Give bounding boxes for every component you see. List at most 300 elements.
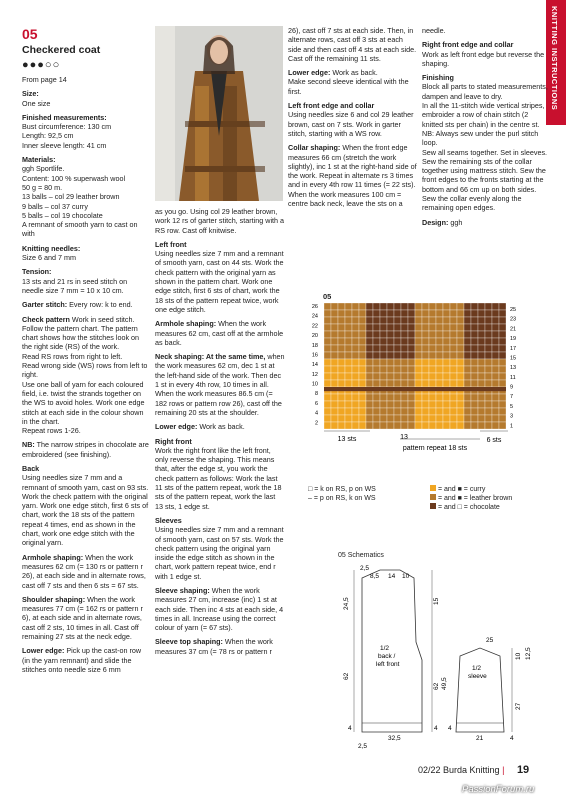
- chart-cell: [408, 331, 415, 338]
- chart-cell: [345, 317, 352, 324]
- chart-cell: [331, 338, 338, 345]
- chart-cell: [387, 310, 394, 317]
- chart-cell: [345, 373, 352, 380]
- chart-cell: [436, 394, 443, 401]
- chart-row-label-right: 23: [510, 316, 517, 323]
- chart-cell: [373, 422, 380, 429]
- chart-cell: [324, 331, 331, 338]
- chart-cell: [345, 338, 352, 345]
- chart-cell: [401, 422, 408, 429]
- chart-cell: [478, 408, 485, 415]
- chart-cell: [471, 408, 478, 415]
- chart-cell: [331, 380, 338, 387]
- chart-cell: [422, 359, 429, 366]
- label-13sts: 13 sts: [337, 436, 357, 443]
- chart-cell: [464, 317, 471, 324]
- chart-cell: [422, 310, 429, 317]
- chart-cell: [457, 338, 464, 345]
- chart-cell: [464, 401, 471, 408]
- chart-cell: [359, 345, 366, 352]
- col1-heading: Back: [22, 463, 40, 473]
- chart-cell: [492, 352, 499, 359]
- chart-cell: [380, 422, 387, 429]
- chart-cell: [499, 317, 506, 324]
- chart-cell: [352, 373, 359, 380]
- chart-cell: [422, 408, 429, 415]
- chart-cell: [394, 352, 401, 359]
- col1-body: [22, 89, 150, 674]
- chart-cell: [359, 401, 366, 408]
- chart-cell: [464, 345, 471, 352]
- legend-leather: = and ■ = leather brown: [437, 495, 513, 502]
- chart-cell: [408, 366, 415, 373]
- chart-cell: [338, 401, 345, 408]
- dim-32-5: 32,5: [388, 735, 401, 742]
- chart-cell: [401, 380, 408, 387]
- chart-cell: [485, 317, 492, 324]
- chart-cell: [492, 338, 499, 345]
- chart-cell: [478, 359, 485, 366]
- dim-4-c: 4: [448, 725, 452, 732]
- chart-cell: [408, 352, 415, 359]
- chart-cell: [478, 380, 485, 387]
- chart-cell: [478, 415, 485, 422]
- chart-cell: [387, 359, 394, 366]
- chart-cell: [429, 415, 436, 422]
- legend-sym-p: –: [308, 495, 312, 502]
- chart-cell: [471, 394, 478, 401]
- chart-cell: [408, 338, 415, 345]
- chart-cell: [429, 317, 436, 324]
- col2-heading: Sleeve shaping:: [155, 585, 210, 595]
- chart-cell: [324, 352, 331, 359]
- chart-row-label-left: 8: [314, 391, 318, 398]
- chart-cell: [450, 345, 457, 352]
- chart-cell: [464, 331, 471, 338]
- chart-cell: [366, 303, 373, 310]
- chart-cell: [387, 338, 394, 345]
- chart-cell: [373, 317, 380, 324]
- chart-cell: [429, 373, 436, 380]
- chart-row-label-right: 13: [510, 365, 517, 372]
- chart-cell: [394, 380, 401, 387]
- footer-issue: 02/22 Burda Knitting: [418, 765, 500, 775]
- chart-cell: [429, 394, 436, 401]
- col3-paragraph: Left front edge and collar Using needles size 6 and col 29 leather brown, cast on 7 sts. Work in garter stitch, starting with a WS row.: [288, 101, 414, 138]
- chart-cell: [443, 352, 450, 359]
- chart-cell: [436, 380, 443, 387]
- chart-cell: [373, 338, 380, 345]
- col1-heading: Tension:: [22, 267, 52, 277]
- chart-cell: [380, 345, 387, 352]
- chart-cell: [401, 366, 408, 373]
- col1-heading: Materials:: [22, 155, 56, 165]
- chart-cell: [450, 317, 457, 324]
- chart-row-label-left: 26: [311, 304, 318, 310]
- chart-cell: [359, 422, 366, 429]
- difficulty-rating: ●●●○○: [22, 59, 61, 71]
- chart-cell: [366, 324, 373, 331]
- col4-paragraph: needle.: [422, 26, 446, 35]
- col1-paragraph: Shoulder shaping: When the work measures 77 cm (= 162 rs or pattern r 6), at each side and in alternate rows, cast off 2 sts, 10 times in all. Cast off remaining 27 sts at the neck edge.: [22, 594, 143, 642]
- col4-body: [422, 26, 550, 227]
- chart-cell: [471, 303, 478, 310]
- chart-cell: [394, 345, 401, 352]
- footer-separator: |: [502, 765, 505, 775]
- chart-cell: [345, 422, 352, 429]
- from-page: From page 14: [22, 75, 67, 84]
- chart-row-label-right: 5: [510, 403, 514, 410]
- chart-cell: [331, 415, 338, 422]
- chart-cell: [408, 394, 415, 401]
- chart-cell: [401, 310, 408, 317]
- col1-paragraph: Finished measurements: Bust circumference: 130 cm Length: 92,5 cm Inner sleeve length: 41 cm: [22, 112, 112, 150]
- chart-cell: [331, 310, 338, 317]
- chart-cell: [443, 345, 450, 352]
- col3-paragraph: 26), cast off 7 sts at each side. Then, in alternate rows, cast off 3 sts at each side and then cast off 4 sts at each side. Cast off the remaining 11 sts.: [288, 26, 417, 63]
- chart-cell: [380, 380, 387, 387]
- chart-cell: [359, 331, 366, 338]
- chart-cell: [443, 338, 450, 345]
- col3-heading: Left front edge and collar: [288, 101, 375, 111]
- chart-cell: [415, 303, 422, 310]
- col3-paragraph: Lower edge: Work as back. Make second sleeve identical with the first.: [288, 68, 409, 96]
- chart-row-label-left: 22: [311, 323, 318, 330]
- chart-cell: [415, 415, 422, 422]
- chart-cell: [457, 408, 464, 415]
- chart-cell: [373, 394, 380, 401]
- chart-cell: [443, 408, 450, 415]
- chart-cell: [485, 401, 492, 408]
- chart-cell: [422, 303, 429, 310]
- chart-cell: [331, 303, 338, 310]
- chart-cell: [331, 324, 338, 331]
- col1-paragraph: Garter stitch: Every row: k to end.: [22, 300, 133, 310]
- chart-cell: [324, 422, 331, 429]
- pattern-title: Checkered coat: [22, 44, 101, 56]
- chart-cell: [485, 310, 492, 317]
- chart-cell: [478, 401, 485, 408]
- chart-cell: [443, 394, 450, 401]
- chart-cell: [436, 303, 443, 310]
- chart-cell: [401, 324, 408, 331]
- chart-cell: [443, 401, 450, 408]
- chart-cell: [499, 401, 506, 408]
- chart-cell: [373, 310, 380, 317]
- chart-cell: [436, 324, 443, 331]
- chart-cell: [338, 345, 345, 352]
- chart-cell: [394, 331, 401, 338]
- chart-cell: [380, 310, 387, 317]
- chart-cell: [478, 373, 485, 380]
- chart-cell: [359, 394, 366, 401]
- chart-cell: [359, 352, 366, 359]
- chart-cell: [345, 394, 352, 401]
- col1-paragraph: Tension: 13 sts and 21 rs in seed stitch on needle size 7 mm = 10 x 10 cm.: [22, 267, 128, 295]
- chart-cell: [450, 366, 457, 373]
- chart-cell: [450, 373, 457, 380]
- chart-cell: [478, 366, 485, 373]
- chart-cell: [443, 366, 450, 373]
- chart-cell: [408, 317, 415, 324]
- chart-cell: [415, 359, 422, 366]
- chart-cell: [499, 380, 506, 387]
- chart-cell: [429, 408, 436, 415]
- chart-cell: [436, 366, 443, 373]
- col2-paragraph: Sleeves Using needles size 7 mm and a remnant of smooth yarn, cast on 57 sts. Work the check pattern using the original yarn inside the edge stitch as shown in the chart, work pattern repeat twice, end r with 1 edge st.: [155, 515, 284, 581]
- chart-cell: [464, 303, 471, 310]
- chart-cell: [464, 380, 471, 387]
- chart-cell: [478, 303, 485, 310]
- chart-row-label-right: 19: [510, 336, 517, 343]
- col2-paragraph: Sleeve top shaping: When the work measures 37 cm (= 78 rs or pattern r: [155, 637, 273, 656]
- col3-heading: Collar shaping:: [288, 143, 341, 153]
- chart-cell: [373, 303, 380, 310]
- chart-row-label-right: 11: [510, 374, 516, 381]
- chart-cell: [485, 380, 492, 387]
- chart-cell: [415, 317, 422, 324]
- chart-cell: [401, 352, 408, 359]
- chart-cell: [415, 422, 422, 429]
- chart-cell: [338, 380, 345, 387]
- chart-cell: [352, 359, 359, 366]
- chart-cell: [352, 401, 359, 408]
- chart-cell: [387, 331, 394, 338]
- chart-cell: [471, 422, 478, 429]
- chart-cell: [478, 324, 485, 331]
- chart-cell: [324, 408, 331, 415]
- chart-row-label-right: 9: [510, 384, 514, 391]
- chart-cell: [443, 422, 450, 429]
- chart-cell: [324, 345, 331, 352]
- chart-cell: [366, 408, 373, 415]
- chart-cell: [436, 345, 443, 352]
- col1-paragraph: Lower edge: Pick up the cast-on row (in the yarn remnant) and slide the stitches onto needle size 6 mm: [22, 646, 142, 674]
- chart-cell: [394, 303, 401, 310]
- chart-cell: [415, 352, 422, 359]
- chart-cell: [422, 422, 429, 429]
- chart-cell: [394, 338, 401, 345]
- chart-cell: [394, 324, 401, 331]
- chart-cell: [436, 338, 443, 345]
- chart-cell: [324, 324, 331, 331]
- chart-cell: [415, 380, 422, 387]
- chart-cell: [408, 310, 415, 317]
- col2-heading: Sleeve top shaping:: [155, 637, 223, 647]
- chart-cell: [471, 401, 478, 408]
- chart-cell: [436, 408, 443, 415]
- chart-cell: [499, 352, 506, 359]
- chart-cells: [324, 303, 506, 429]
- chart-cell: [394, 373, 401, 380]
- chart-cell: [471, 338, 478, 345]
- column-3: [288, 26, 418, 213]
- chart-cell: [380, 415, 387, 422]
- chart-cell: [443, 373, 450, 380]
- chart-row-label-left: 12: [311, 371, 318, 378]
- dim-21: 21: [476, 735, 484, 742]
- chart-cell: [499, 359, 506, 366]
- chart-cell: [352, 422, 359, 429]
- col2-heading: Armhole shaping:: [155, 319, 217, 329]
- schematics-title: 05 Schematics: [338, 552, 384, 559]
- legend-curry: = and ■ = curry: [437, 486, 486, 493]
- chart-cell: [401, 373, 408, 380]
- chart-cell: [443, 310, 450, 317]
- dim-24-5: 24,5: [343, 597, 350, 610]
- chart-cell: [338, 338, 345, 345]
- dim-10-b: 10: [515, 652, 522, 660]
- chart-cell: [464, 394, 471, 401]
- col2-paragraph: Neck shaping: At the same time, when the work measures 62 cm, dec 1 st at the left-hand side of the work. Then dec 1 st in every 4th row, 10 times in all. When the work measures 86.5 cm (= 182 rows or pattern row 26), cast off the remaining 20 sts at the shoulder.: [155, 352, 285, 417]
- chart-row-label-right: 17: [510, 345, 517, 352]
- chart-cell: [359, 303, 366, 310]
- chart-cell: [492, 380, 499, 387]
- chart-cell: [499, 415, 506, 422]
- chart-cell: [359, 338, 366, 345]
- chart-cell: [338, 324, 345, 331]
- chart-cell: [471, 380, 478, 387]
- chart-cell: [485, 415, 492, 422]
- chart-cell: [492, 359, 499, 366]
- chart-cell: [345, 352, 352, 359]
- col1-heading: Armhole shaping:: [22, 552, 84, 562]
- chart-cell: [478, 338, 485, 345]
- label-repeat: pattern repeat 18 sts: [402, 445, 468, 452]
- col1-paragraph: NB: The narrow stripes in chocolate are embroidered (see finishing).: [22, 440, 149, 459]
- chart-row-label-left: 24: [311, 313, 318, 320]
- chart-cell: [366, 352, 373, 359]
- chart-cell: [485, 422, 492, 429]
- chart-cell: [492, 303, 499, 310]
- chart-cell: [457, 352, 464, 359]
- chart-cell: [464, 352, 471, 359]
- chart-cell: [345, 303, 352, 310]
- chart-cell: [457, 415, 464, 422]
- chart-cell: [359, 317, 366, 324]
- chart-cell: [464, 408, 471, 415]
- chart-cell: [324, 394, 331, 401]
- chart-cell: [359, 373, 366, 380]
- chart-cell: [408, 373, 415, 380]
- chart-cell: [401, 345, 408, 352]
- chart-cell: [492, 317, 499, 324]
- chart-cell: [331, 345, 338, 352]
- chart-cell: [394, 317, 401, 324]
- chart-cell: [331, 352, 338, 359]
- chart-cell: [345, 401, 352, 408]
- chart-cell: [492, 408, 499, 415]
- chart-cell: [415, 331, 422, 338]
- chart-cell: [457, 303, 464, 310]
- column-2: [155, 207, 285, 661]
- chart-cell: [499, 303, 506, 310]
- chart-cell: [464, 324, 471, 331]
- chart-cell: [429, 338, 436, 345]
- chart-cell: [380, 352, 387, 359]
- chart-row-label-left: 2: [314, 420, 318, 427]
- chart-cell: [387, 373, 394, 380]
- chart-cell: [492, 331, 499, 338]
- dim-4-b: 4: [434, 725, 438, 732]
- chart-cell: [394, 415, 401, 422]
- chart-cell: [492, 373, 499, 380]
- chart-cell: [345, 366, 352, 373]
- chart-cell: [450, 380, 457, 387]
- chart-cell: [457, 366, 464, 373]
- chart-cell: [373, 408, 380, 415]
- chart-cell: [380, 338, 387, 345]
- chart-row-label-left: 10: [311, 381, 318, 388]
- dim-12-5: 12,5: [525, 647, 532, 660]
- dim-62-b: 62: [433, 682, 440, 690]
- chart-cell: [471, 415, 478, 422]
- chart-cell: [352, 324, 359, 331]
- chart-cell: [436, 415, 443, 422]
- chart-cell: [471, 345, 478, 352]
- chart-cell: [415, 345, 422, 352]
- chart-row-label-left: 20: [311, 333, 318, 340]
- chart-cell: [443, 324, 450, 331]
- chart-row-label-right: 7: [510, 394, 514, 401]
- chart-cell: [471, 317, 478, 324]
- chart-cell: [359, 380, 366, 387]
- chart-cell: [443, 331, 450, 338]
- chart-cell: [380, 359, 387, 366]
- chart-cell: [373, 331, 380, 338]
- chart-cell: [499, 338, 506, 345]
- chart-cell: [331, 366, 338, 373]
- chart-cell: [471, 373, 478, 380]
- chart-cell: [450, 415, 457, 422]
- chart-cell: [366, 422, 373, 429]
- legend-sym-k: □: [308, 486, 313, 493]
- chart-cell: [380, 366, 387, 373]
- chart-cell: [324, 303, 331, 310]
- chart-cell: [366, 380, 373, 387]
- chart-cell: [499, 373, 506, 380]
- side-section-label: KNITTING INSTRUCTIONS: [550, 6, 559, 111]
- col1-heading: Shoulder shaping:: [22, 594, 86, 604]
- col2-paragraph: Sleeve shaping: When the work measures 27 cm, increase (inc) 1 st at each side. Then inc 4 sts at each side, 4 times in all. Increase using the correct colour of yarn (= 67 sts).: [155, 585, 284, 633]
- chart-cell: [436, 422, 443, 429]
- chart-cell: [422, 352, 429, 359]
- chart-cell: [422, 401, 429, 408]
- chart-cell: [492, 401, 499, 408]
- chart-cell: [338, 422, 345, 429]
- chart-cell: [366, 359, 373, 366]
- chart-row-label-right: 21: [510, 326, 517, 333]
- chart-cell: [429, 359, 436, 366]
- chart-cell: [387, 380, 394, 387]
- chart-cell: [345, 324, 352, 331]
- chart-cell: [492, 394, 499, 401]
- col1-paragraph: Materials: ggh Sportlife. Content: 100 % superwash wool 50 g = 80 m. 13 balls – col 29 leather brown 9 balls – col 37 curry 5 balls – col 19 chocolate A remnant of smooth yarn to cast on with: [22, 155, 138, 239]
- chart-cell: [380, 394, 387, 401]
- chart-cell: [457, 394, 464, 401]
- col2-paragraph: Lower edge: Work as back.: [155, 422, 245, 432]
- chart-cell: [366, 401, 373, 408]
- chart-cell: [443, 380, 450, 387]
- chart-cell: [394, 394, 401, 401]
- col4-paragraph: Design: ggh: [422, 217, 463, 227]
- chart-cell: [492, 345, 499, 352]
- chart-cell: [471, 310, 478, 317]
- chart-cell: [387, 408, 394, 415]
- back-label: back /: [378, 653, 396, 660]
- chart-cell: [345, 408, 352, 415]
- chart-cell: [401, 331, 408, 338]
